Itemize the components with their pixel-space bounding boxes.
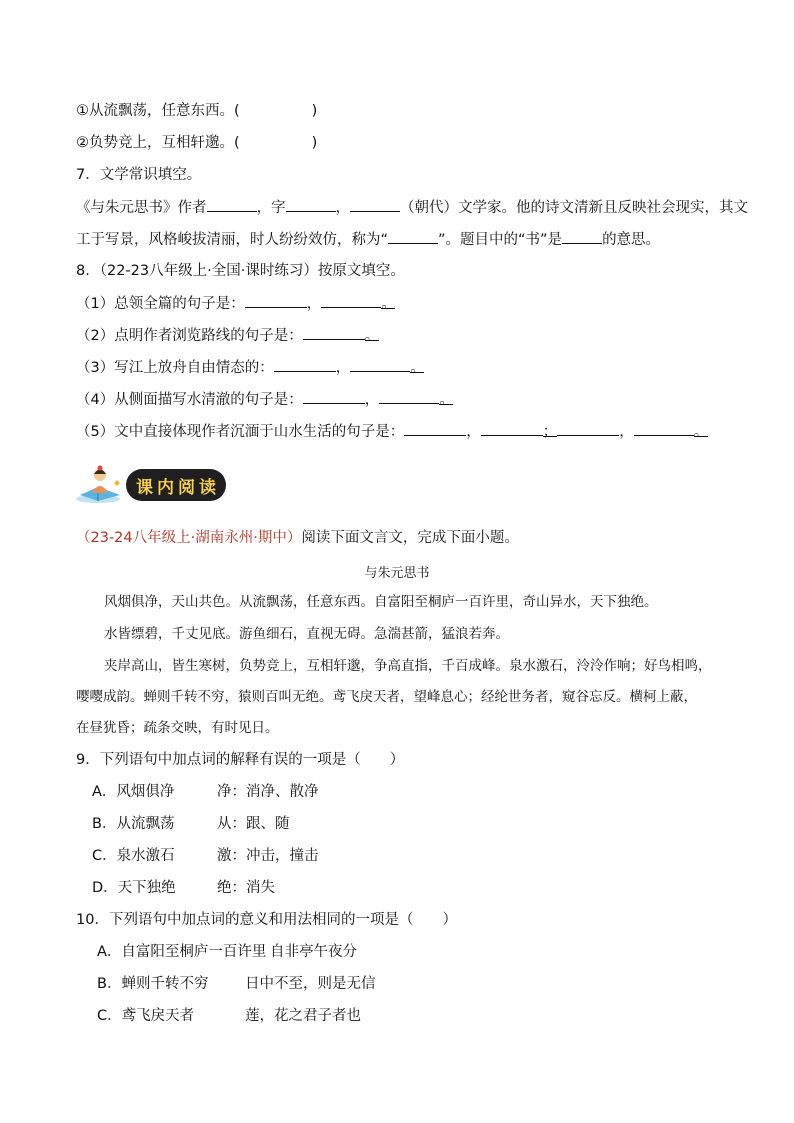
reading-intro: （23-24八年级上·湖南永州·期中）阅读下面文言文，完成下面小题。 [76, 530, 519, 546]
q10-option-b-compare: 日中不至，则是无信 [245, 976, 376, 992]
blank-style-name[interactable] [388, 229, 438, 244]
answer-blank[interactable] [245, 293, 307, 308]
q7-title: 7．文学常识填空。 [76, 167, 202, 183]
answer-blank[interactable] [481, 421, 543, 436]
q9-option-c[interactable]: C．泉水激石 [92, 848, 175, 864]
passage-title: 与朱元思书 [364, 566, 430, 581]
q9-option-a[interactable]: A．风烟俱净 [92, 784, 175, 800]
passage-para-3-line-3: 在昼犹昏；疏条交映，有时见日。 [76, 720, 279, 736]
q7-line-2: 工于写景，风格峻拔清丽，时人纷纷效仿，称为“ ”。题目中的“书”是 的意思。 [76, 229, 660, 250]
q7-line-1: 《与朱元思书》作者 ，字 ， （朝代）文学家。他的诗文清新且反映社会现实，其文 [76, 197, 748, 218]
answer-blank[interactable] [557, 421, 619, 436]
q8-title: 8．（22-23八年级上·全国·课时练习）按原文填空。 [76, 263, 405, 279]
blank-dynasty[interactable] [350, 197, 400, 212]
reading-child-icon [74, 465, 134, 505]
q8-item-4: （4）从侧面描写水清澈的句子是： ， 。 [76, 389, 453, 410]
answer-blank[interactable] [350, 357, 410, 372]
answer-blank[interactable] [634, 421, 694, 436]
passage-para-1: 风烟俱净，天山共色。从流飘荡，任意东西。自富阳至桐庐一百许里，奇山异水，天下独绝。 [104, 594, 658, 610]
q8-item-5: （5）文中直接体现作者沉湎于山水生活的句子是： ， ； ， 。 [76, 421, 708, 442]
q10-option-c-compare: 莲，花之君子者也 [245, 1008, 361, 1024]
answer-blank[interactable] [379, 389, 439, 404]
q10-option-a-compare: 自非亭午夜分 [270, 944, 357, 960]
answer-blank[interactable] [404, 421, 466, 436]
section-title: 课 内 阅 读 [126, 469, 226, 501]
q10-option-a[interactable]: A．自富阳至桐庐一百许里 [97, 944, 267, 960]
passage-para-2: 水皆缥碧，千丈见底。游鱼细石，直视无碍。急湍甚箭，猛浪若奔。 [104, 626, 509, 642]
section-banner [74, 465, 234, 505]
blank-author[interactable] [207, 197, 257, 212]
blank-meaning[interactable] [562, 229, 602, 244]
q9-option-b-gloss: 从：跟、随 [217, 816, 290, 832]
q8-item-3: （3）写江上放舟自由情态的： ， 。 [76, 357, 424, 378]
q10-option-b[interactable]: B．蝉则千转不穷 [97, 976, 209, 992]
q9-option-b[interactable]: B．从流飘荡 [92, 816, 175, 832]
q8-item-2: （2）点明作者浏览路线的句子是： 。 [76, 325, 379, 346]
q9-option-d[interactable]: D．天下独绝 [92, 880, 176, 896]
answer-blank[interactable] [303, 325, 365, 340]
q8-item-1: （1）总领全篇的句子是： ， 。 [76, 293, 395, 314]
answer-blank[interactable] [303, 389, 365, 404]
blank-courtesy-name[interactable] [286, 197, 336, 212]
q9-option-c-gloss: 激：冲击，撞击 [217, 848, 319, 864]
passage-para-3-line-1: 夹岸高山，皆生寒树，负势竞上，互相轩邈，争高直指，千百成峰。泉水激石，泠泠作响；好鸟相鸣， [104, 658, 712, 674]
q10-option-c[interactable]: C．鸢飞戾天者 [97, 1008, 195, 1024]
answer-blank[interactable] [274, 357, 336, 372]
q10-title: 10．下列语句中加点词的意义和用法相同的一项是（ ） [76, 912, 457, 928]
answer-blank[interactable] [321, 293, 381, 308]
q6-item-2: ②负势竞上，互相轩邈。( ) [76, 135, 318, 151]
q9-option-d-gloss: 绝：消失 [217, 880, 275, 896]
passage-para-3-line-2: 嘤嘤成韵。蝉则千转不穷，猿则百叫无绝。鸢飞戾天者，望峰息心；经纶世务者，窥谷忘反。横柯上蔽， [76, 689, 697, 705]
q6-item-1: ①从流飘荡，任意东西。( ) [76, 103, 318, 119]
q9-title: 9．下列语句中加点词的解释有误的一项是（ ） [76, 752, 405, 768]
q9-option-a-gloss: 净：消净、散净 [217, 784, 319, 800]
